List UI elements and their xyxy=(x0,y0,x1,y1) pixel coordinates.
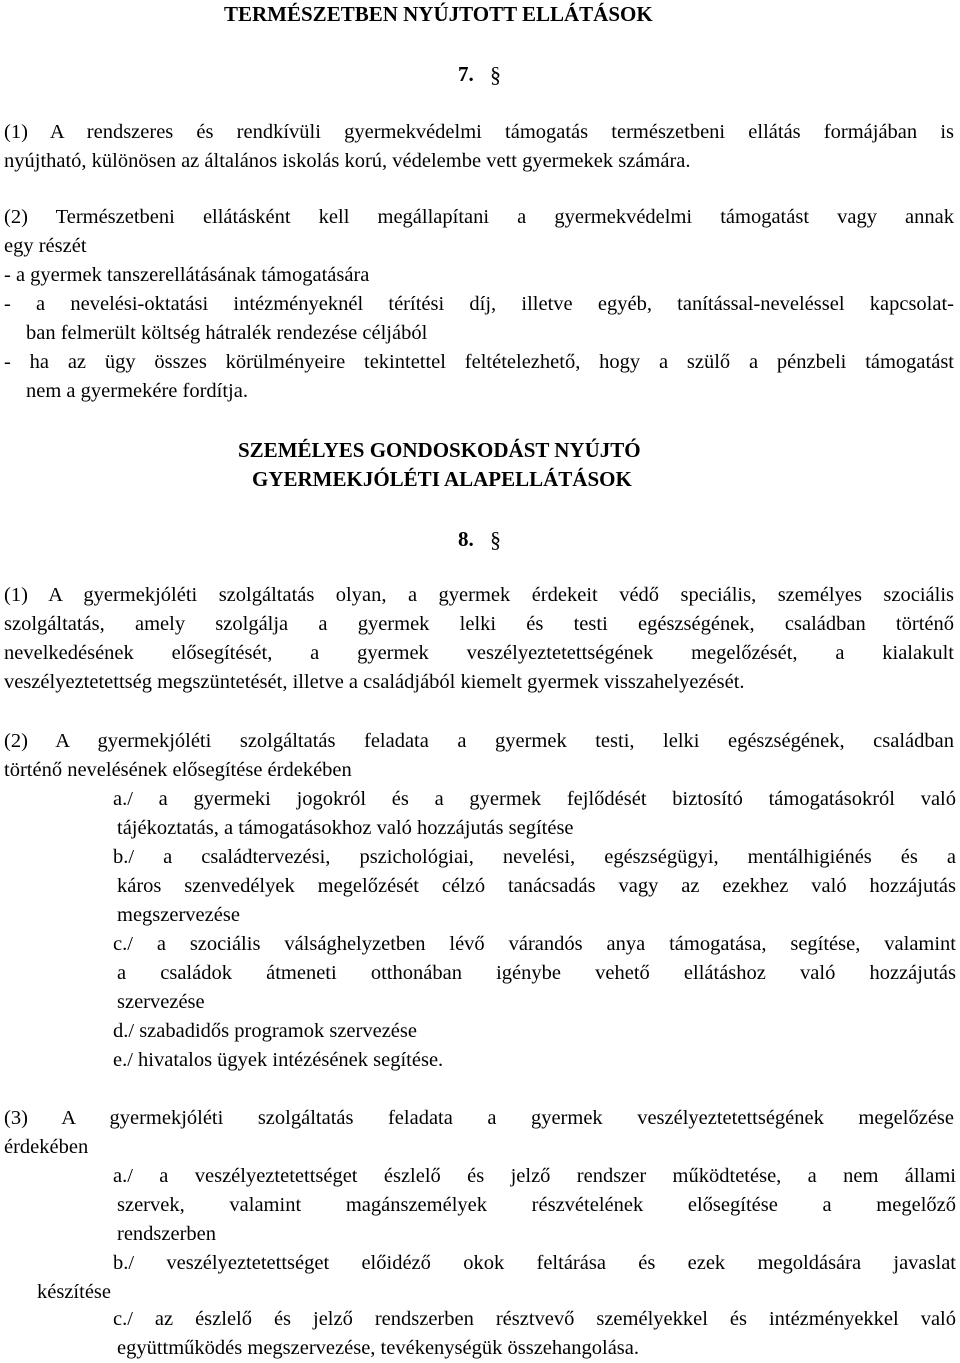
text-line: szolgáltatás, amely szolgálja a gyermek lelki és testi egészségének, családban történő xyxy=(4,613,954,635)
section-sign: § xyxy=(490,62,501,87)
text-line: nyújtható, különösen az általános iskolás korú, védelembe vett gyermekek számára. xyxy=(4,150,691,172)
list-item: - a gyermek tanszerellátásának támogatására xyxy=(4,264,370,286)
list-item: b./ veszélyeztetettséget előidéző okok feltárása és ezek megoldására javaslat xyxy=(113,1252,956,1274)
list-item: c./ a szociális válsághelyzetben lévő várandós anya támogatása, segítése, valamint xyxy=(113,933,956,955)
section-7-paragraph-2 xyxy=(4,203,954,406)
list-item: - ha az ügy összes körülményeire tekintettel feltételezhető, hogy a szülő a pénzbeli támogatást xyxy=(4,351,954,373)
page-title: TERMÉSZETBEN NYÚJTOTT ELLÁTÁSOK xyxy=(224,2,653,26)
text-line: tájékoztatás, a támogatásokhoz való hozzájutás segítése xyxy=(117,817,574,839)
text-line: a családok átmeneti otthonában igénybe vehető ellátáshoz való hozzájutás xyxy=(117,962,956,984)
list-item: d./ szabadidős programok szervezése xyxy=(113,1020,417,1042)
text-line: (1) A gyermekjóléti szolgáltatás olyan, a gyermek érdekeit védő speciális, személyes szociális xyxy=(4,584,954,606)
text-line: egy részét xyxy=(4,235,87,257)
section-7-number: 7. xyxy=(458,62,474,86)
list-item: - a nevelési-oktatási intézményeknél térítési díj, illetve egyéb, tanítással-neveléssel kapcsolat- xyxy=(4,293,954,315)
text-line: káros szenvedélyek megelőzését célzó tanácsadás vagy az ezekhez való hozzájutás xyxy=(117,875,956,897)
text-line: együttműködés megszervezése, tevékenységük összehangolása. xyxy=(117,1337,639,1359)
section-heading-line-2: GYERMEKJÓLÉTI ALAPELLÁTÁSOK xyxy=(252,467,632,491)
text-line: történő nevelésének elősegítése érdekében xyxy=(4,759,352,781)
section-8-paragraph-3-items-end xyxy=(113,1305,956,1363)
text-line: (2) A gyermekjóléti szolgáltatás feladata a gyermek testi, lelki egészségének, családban xyxy=(4,730,954,752)
text-line: érdekében xyxy=(4,1136,89,1158)
section-8-paragraph-3-items xyxy=(113,1162,956,1278)
text-line: nem a gyermekére fordítja. xyxy=(26,380,248,402)
text-line: (2) Természetbeni ellátásként kell megállapítani a gyermekvédelmi támogatást vagy annak xyxy=(4,206,954,228)
text-line: szervezése xyxy=(117,991,205,1013)
text-line: nevelkedésének elősegítését, a gyermek veszélyeztetettségének megelőzését, a kialakult xyxy=(4,642,954,664)
section-8-paragraph-3 xyxy=(4,1104,954,1162)
section-7-paragraph-1 xyxy=(4,118,954,176)
section-8-paragraph-2-items xyxy=(113,785,956,1075)
text-line: ban felmerült költség hátralék rendezése céljából xyxy=(26,322,428,344)
text-line: rendszerben xyxy=(117,1223,217,1245)
section-heading-line-1: SZEMÉLYES GONDOSKODÁST NYÚJTÓ xyxy=(238,438,641,462)
section-8-paragraph-2 xyxy=(4,727,954,785)
text-line: szervek, valamint magánszemélyek részvételének elősegítése a megelőző xyxy=(117,1194,956,1216)
section-sign: § xyxy=(490,527,501,552)
text-line: (1) A rendszeres és rendkívüli gyermekvédelmi támogatás természetbeni ellátás formájában is xyxy=(4,121,954,143)
text-line: készítése xyxy=(37,1281,111,1303)
text-line: (3) A gyermekjóléti szolgáltatás feladata a gyermek veszélyeztetettségének megelőzése xyxy=(4,1107,954,1129)
section-8-paragraph-1 xyxy=(4,581,954,697)
list-item: b./ a családtervezési, pszichológiai, nevelési, egészségügyi, mentálhigiénés és a xyxy=(113,846,956,868)
section-8-number: 8. xyxy=(458,527,474,551)
list-item: c./ az észlelő és jelző rendszerben résztvevő személyekkel és intézményekkel való xyxy=(113,1308,956,1330)
text-line: veszélyeztetettség megszüntetését, illetve a családjából kiemelt gyermek visszahelyezését. xyxy=(4,671,745,693)
list-item: e./ hivatalos ügyek intézésének segítése. xyxy=(113,1049,444,1071)
text-line: megszervezése xyxy=(117,904,240,926)
list-item: a./ a veszélyeztetettséget észlelő és jelző rendszer működtetése, a nem állami xyxy=(113,1165,956,1187)
list-item: a./ a gyermeki jogokról és a gyermek fejlődését biztosító támogatásokról való xyxy=(113,788,956,810)
